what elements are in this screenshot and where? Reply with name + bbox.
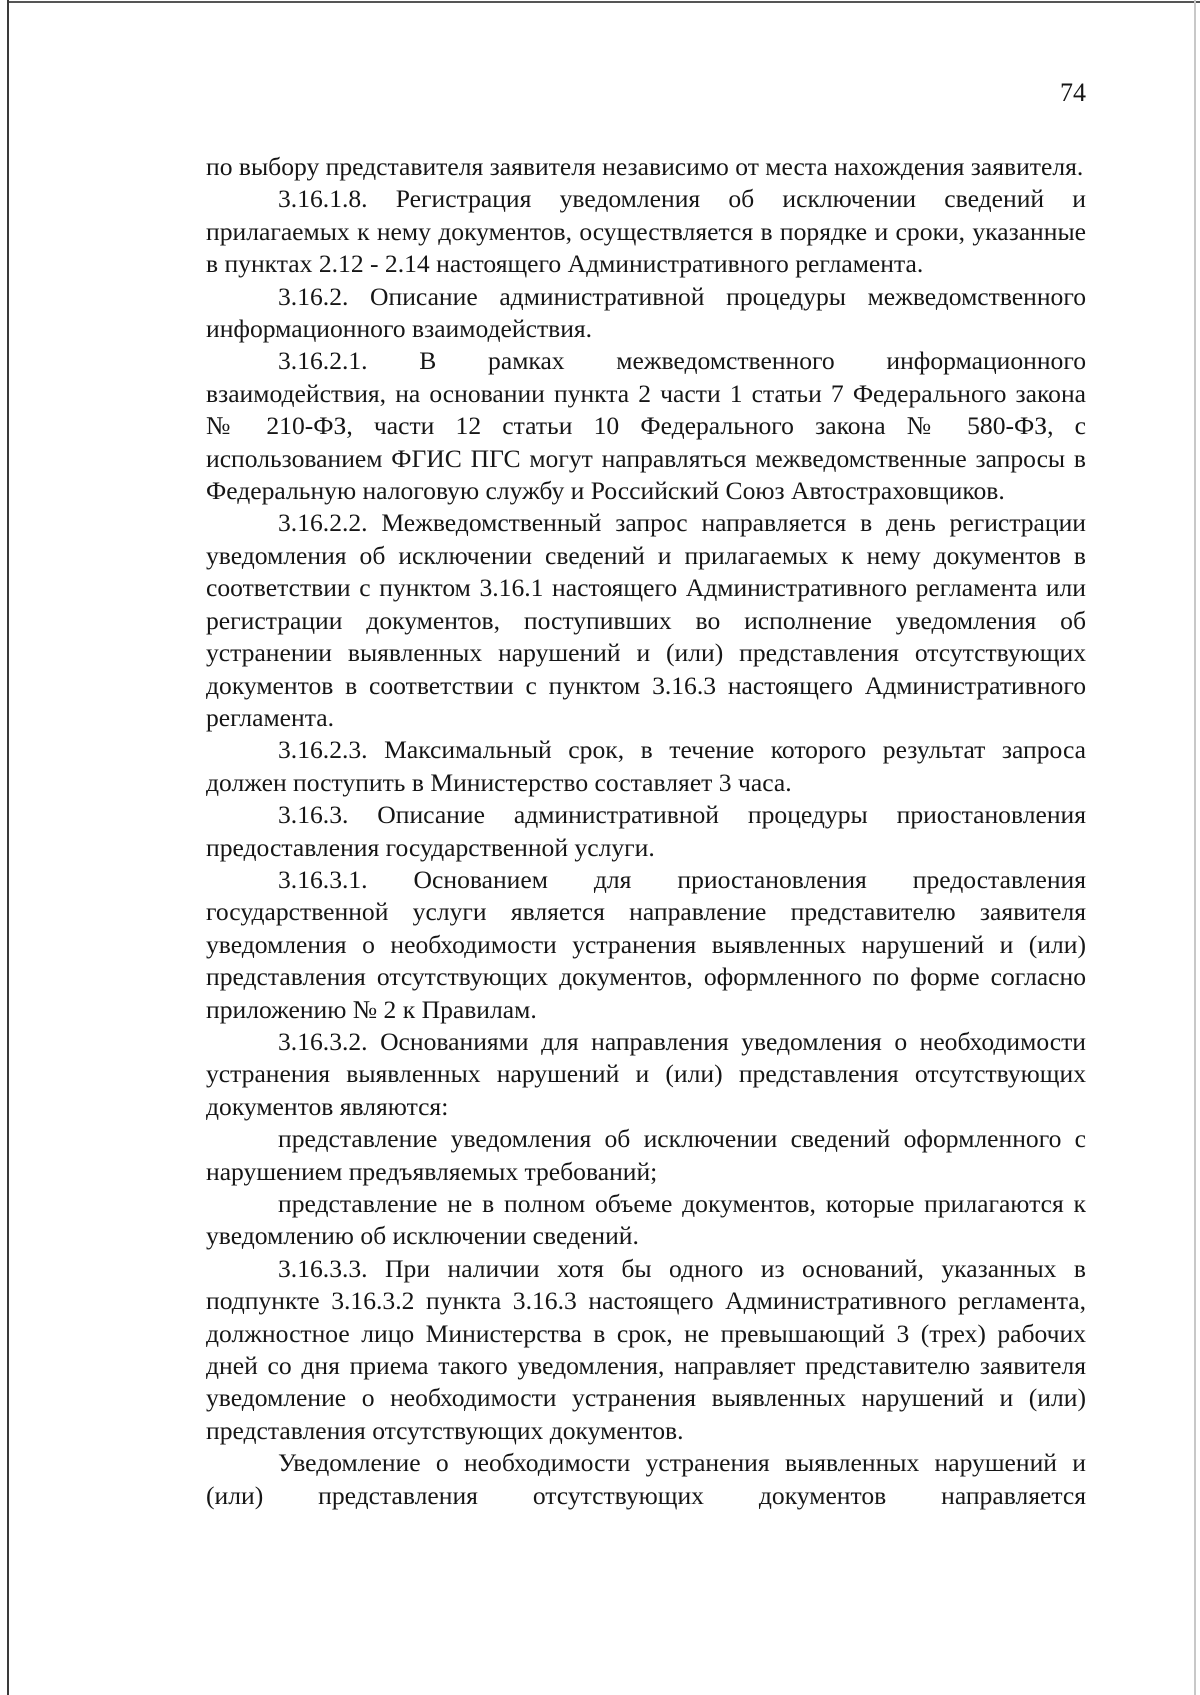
paragraph-3-16-2-3: 3.16.2.3. Максимальный срок, в течение которого результат запроса должен поступить в Министерство составляет 3 часа. [206,735,1086,797]
paragraph-3-16-3-1: 3.16.3.1. Основанием для приостановления предоставления государственной услуги является направление представителю заявителя уведомления о необходимости устранения выявленных нарушений и (или) представления отсутствующих документов, оформленного по форме согласно приложению № 2 к Правилам. [206,864,1086,1024]
list-item-ground-2: представление не в полном объеме документов, которые прилагаются к уведомлению об исключении сведений. [206,1189,1086,1251]
paragraph-notification: Уведомление о необходимости устранения выявленных нарушений и (или) представления отсутствующих документов направляется [206,1448,1086,1510]
paragraph-3-16-3-3: 3.16.3.3. При наличии хотя бы одного из оснований, указанных в подпункте 3.16.3.2 пункта 3.16.3 настоящего Административного регламента, должностное лицо Министерства в срок, не превышающий 3 (трех) рабочих дней со дня приема такого уведомления, направляет представителю заявителя уведомление о необходимости устранения выявленных нарушений и (или) представления отсутствующих документов. [206,1253,1086,1445]
paragraph-continuation: по выбору представителя заявителя независимо от места нахождения заявителя. [206,152,1084,181]
paragraph-3-16-1-8: 3.16.1.8. Регистрация уведомления об исключении сведений и прилагаемых к нему документов, осуществляется в порядке и сроки, указанные в пунктах 2.12 - 2.14 настоящего Административного регламента. [206,184,1086,279]
page-number: 74 [1060,78,1086,107]
paragraph-3-16-3: 3.16.3. Описание административной процедуры приостановления предоставления государственной услуги. [206,800,1086,862]
scan-border-right [1194,0,1196,1695]
paragraph-3-16-2-1: 3.16.2.1. В рамках межведомственного информационного взаимодействия, на основании пункта 2 части 1 статьи 7 Федерального закона № 210-ФЗ, части 12 статьи 10 Федерального закона № 580-ФЗ, с использованием ФГИС ПГС могут направляться межведомственные запросы в Федеральную налоговую службу и Российский Союз Автостраховщиков. [206,346,1086,506]
list-item-ground-1: представление уведомления об исключении сведений оформленного с нарушением предъявляемых требований; [206,1124,1086,1186]
paragraph-3-16-3-2: 3.16.3.2. Основаниями для направления уведомления о необходимости устранения выявленных нарушений и (или) представления отсутствующих документов являются: [206,1026,1086,1121]
paragraph-3-16-2-2: 3.16.2.2. Межведомственный запрос направляется в день регистрации уведомления об исключении сведений и прилагаемых к нему документов в соответствии с пунктом 3.16.1 настоящего Административного регламента или регистрации документов, поступивших во исполнение уведомления об устранении выявленных нарушений и (или) представления отсутствующих документов в соответствии с пунктом 3.16.3 настоящего Административного регламента. [206,508,1086,732]
scan-border-left [7,0,9,1695]
document-body [206,151,1086,1512]
scan-border-top [9,1,1200,3]
paragraph-3-16-2: 3.16.2. Описание административной процедуры межведомственного информационного взаимодействия. [206,281,1086,344]
